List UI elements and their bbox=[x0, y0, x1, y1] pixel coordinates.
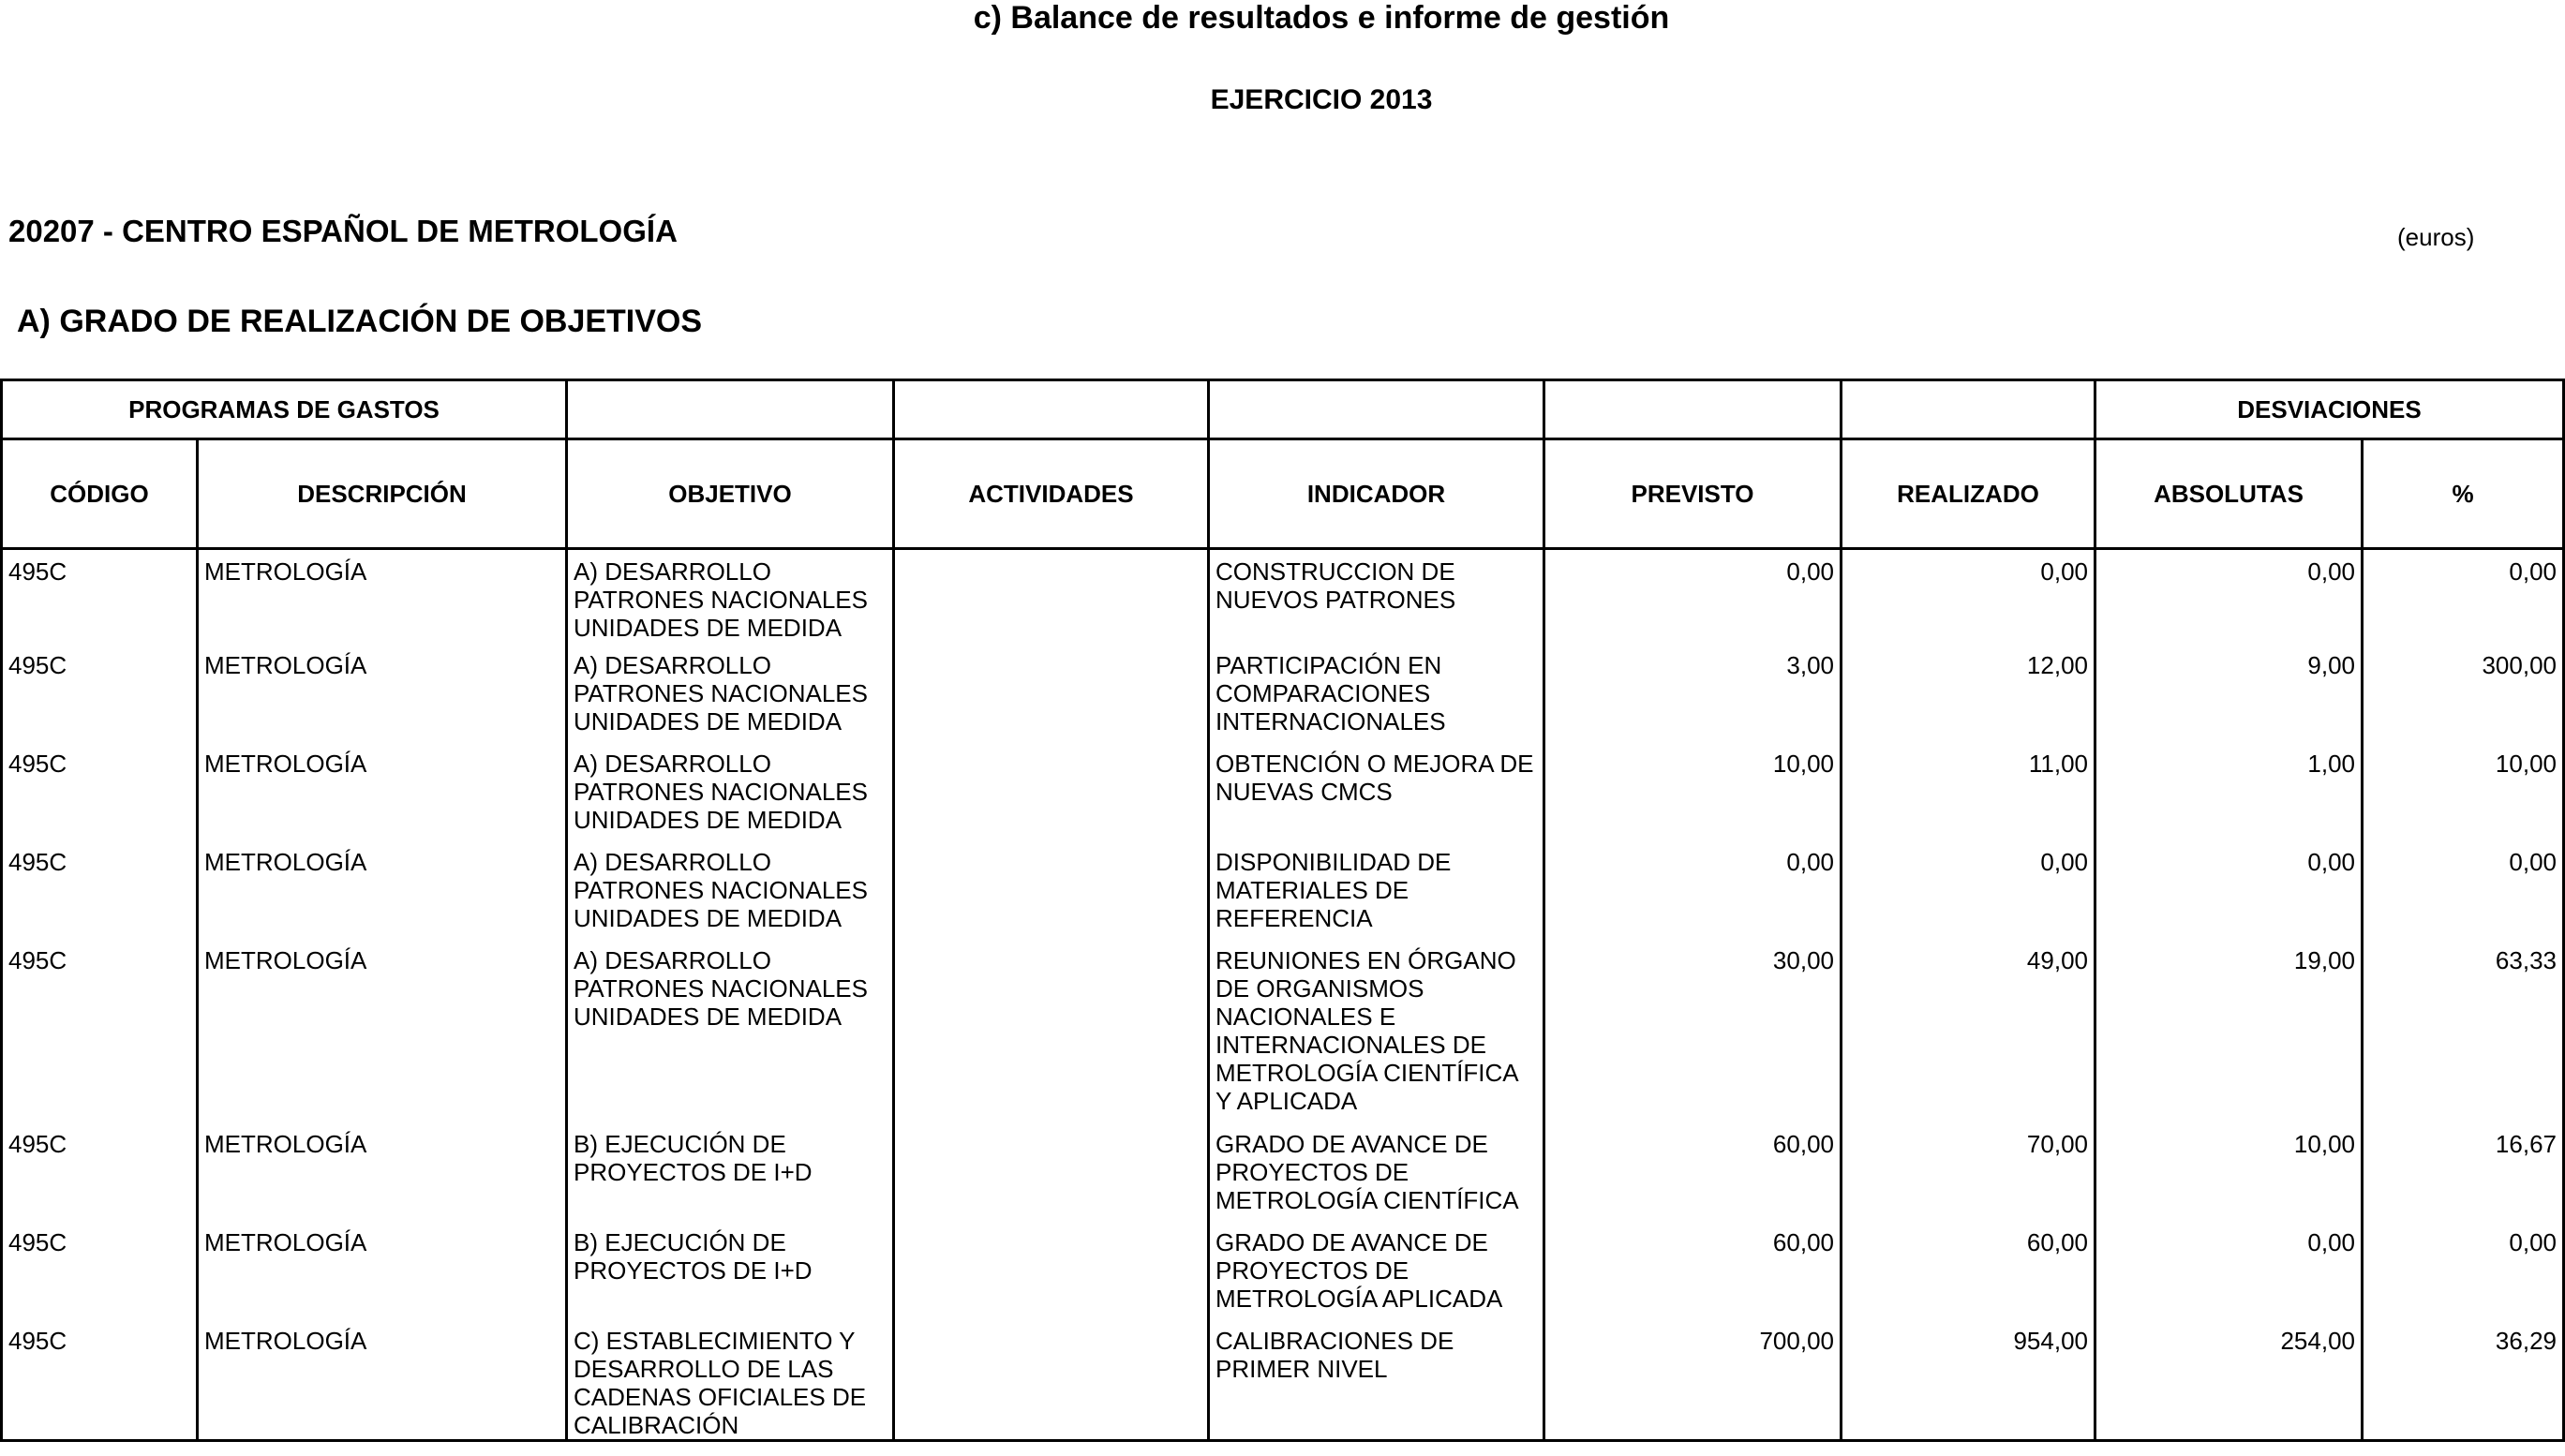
empty-header-cell bbox=[1842, 380, 2095, 439]
report-year: EJERCICIO 2013 bbox=[1210, 84, 1433, 115]
column-header-row bbox=[2, 439, 2564, 549]
cell-objetivo: A) DESARROLLO PATRONES NACIONALES UNIDADES DE MEDIDA bbox=[567, 647, 894, 746]
cell-absolutas: 0,00 bbox=[2095, 549, 2363, 647]
cell-actividades bbox=[894, 1225, 1209, 1323]
cell-realizado: 12,00 bbox=[1842, 647, 2095, 746]
cell-absolutas: 10,00 bbox=[2095, 1126, 2363, 1225]
cell-porcentaje: 300,00 bbox=[2363, 647, 2564, 746]
cell-previsto: 3,00 bbox=[1544, 647, 1842, 746]
group-header-row bbox=[2, 380, 2564, 439]
cell-indicador: GRADO DE AVANCE DE PROYECTOS DE METROLOGÍA APLICADA bbox=[1209, 1225, 1544, 1323]
cell-porcentaje: 16,67 bbox=[2363, 1126, 2564, 1225]
objectives-table bbox=[0, 379, 2565, 1442]
table-header bbox=[2, 380, 2564, 549]
cell-indicador: PARTICIPACIÓN EN COMPARACIONES INTERNACIONALES bbox=[1209, 647, 1544, 746]
column-header-porcentaje: % bbox=[2363, 439, 2564, 549]
cell-porcentaje: 0,00 bbox=[2363, 1225, 2564, 1323]
cell-actividades bbox=[894, 1323, 1209, 1441]
cell-objetivo: A) DESARROLLO PATRONES NACIONALES UNIDADES DE MEDIDA bbox=[567, 844, 894, 943]
cell-realizado: 0,00 bbox=[1842, 844, 2095, 943]
column-header-codigo: CÓDIGO bbox=[2, 439, 198, 549]
cell-objetivo: C) ESTABLECIMIENTO Y DESARROLLO DE LAS CADENAS OFICIALES DE CALIBRACIÓN bbox=[567, 1323, 894, 1441]
cell-objetivo: A) DESARROLLO PATRONES NACIONALES UNIDADES DE MEDIDA bbox=[567, 549, 894, 647]
desviaciones-group-header: DESVIACIONES bbox=[2095, 380, 2564, 439]
table-row bbox=[2, 1126, 2564, 1225]
cell-objetivo: B) EJECUCIÓN DE PROYECTOS DE I+D bbox=[567, 1225, 894, 1323]
column-header-absolutas: ABSOLUTAS bbox=[2095, 439, 2363, 549]
column-header-previsto: PREVISTO bbox=[1544, 439, 1842, 549]
cell-indicador: CALIBRACIONES DE PRIMER NIVEL bbox=[1209, 1323, 1544, 1441]
cell-absolutas: 254,00 bbox=[2095, 1323, 2363, 1441]
cell-absolutas: 0,00 bbox=[2095, 844, 2363, 943]
cell-indicador: OBTENCIÓN O MEJORA DE NUEVAS CMCS bbox=[1209, 746, 1544, 844]
cell-actividades bbox=[894, 1126, 1209, 1225]
objectives-table-wrapper bbox=[0, 379, 2565, 1442]
column-header-descripcion: DESCRIPCIÓN bbox=[198, 439, 567, 549]
empty-header-cell bbox=[1209, 380, 1544, 439]
cell-absolutas: 19,00 bbox=[2095, 943, 2363, 1126]
organization-heading: 20207 - CENTRO ESPAÑOL DE METROLOGÍA bbox=[8, 214, 678, 248]
cell-realizado: 49,00 bbox=[1842, 943, 2095, 1126]
table-body bbox=[2, 549, 2564, 1441]
cell-codigo: 495C bbox=[2, 943, 198, 1126]
cell-indicador: DISPONIBILIDAD DE MATERIALES DE REFERENCIA bbox=[1209, 844, 1544, 943]
cell-indicador: CONSTRUCCION DE NUEVOS PATRONES bbox=[1209, 549, 1544, 647]
cell-realizado: 60,00 bbox=[1842, 1225, 2095, 1323]
cell-descripcion: METROLOGÍA bbox=[198, 1126, 567, 1225]
cell-previsto: 60,00 bbox=[1544, 1225, 1842, 1323]
cell-codigo: 495C bbox=[2, 1126, 198, 1225]
cell-descripcion: METROLOGÍA bbox=[198, 746, 567, 844]
empty-header-cell bbox=[1544, 380, 1842, 439]
cell-absolutas: 0,00 bbox=[2095, 1225, 2363, 1323]
cell-actividades bbox=[894, 844, 1209, 943]
column-header-objetivo: OBJETIVO bbox=[567, 439, 894, 549]
cell-objetivo: A) DESARROLLO PATRONES NACIONALES UNIDADES DE MEDIDA bbox=[567, 746, 894, 844]
column-header-actividades: ACTIVIDADES bbox=[894, 439, 1209, 549]
empty-header-cell bbox=[567, 380, 894, 439]
cell-actividades bbox=[894, 943, 1209, 1126]
programas-group-header: PROGRAMAS DE GASTOS bbox=[2, 380, 567, 439]
table-row bbox=[2, 549, 2564, 647]
column-header-indicador: INDICADOR bbox=[1209, 439, 1544, 549]
section-heading: A) GRADO DE REALIZACIÓN DE OBJETIVOS bbox=[17, 304, 703, 339]
cell-codigo: 495C bbox=[2, 1323, 198, 1441]
cell-porcentaje: 36,29 bbox=[2363, 1323, 2564, 1441]
cell-previsto: 10,00 bbox=[1544, 746, 1842, 844]
cell-objetivo: B) EJECUCIÓN DE PROYECTOS DE I+D bbox=[567, 1126, 894, 1225]
cell-realizado: 70,00 bbox=[1842, 1126, 2095, 1225]
cell-codigo: 495C bbox=[2, 746, 198, 844]
cell-objetivo: A) DESARROLLO PATRONES NACIONALES UNIDADES DE MEDIDA bbox=[567, 943, 894, 1126]
cell-actividades bbox=[894, 549, 1209, 647]
cell-codigo: 495C bbox=[2, 549, 198, 647]
cell-porcentaje: 10,00 bbox=[2363, 746, 2564, 844]
cell-realizado: 11,00 bbox=[1842, 746, 2095, 844]
report-title: c) Balance de resultados e informe de gestión bbox=[973, 0, 1670, 36]
currency-units: (euros) bbox=[2397, 223, 2475, 251]
cell-previsto: 0,00 bbox=[1544, 549, 1842, 647]
table-row bbox=[2, 1225, 2564, 1323]
empty-header-cell bbox=[894, 380, 1209, 439]
column-header-realizado: REALIZADO bbox=[1842, 439, 2095, 549]
table-row bbox=[2, 746, 2564, 844]
cell-porcentaje: 0,00 bbox=[2363, 549, 2564, 647]
cell-realizado: 954,00 bbox=[1842, 1323, 2095, 1441]
cell-indicador: REUNIONES EN ÓRGANO DE ORGANISMOS NACIONALES E INTERNACIONALES DE METROLOGÍA CIENTÍFICA Y APLICADA bbox=[1209, 943, 1544, 1126]
cell-absolutas: 1,00 bbox=[2095, 746, 2363, 844]
cell-descripcion: METROLOGÍA bbox=[198, 844, 567, 943]
table-row bbox=[2, 844, 2564, 943]
cell-absolutas: 9,00 bbox=[2095, 647, 2363, 746]
cell-codigo: 495C bbox=[2, 844, 198, 943]
table-row bbox=[2, 1323, 2564, 1441]
cell-porcentaje: 0,00 bbox=[2363, 844, 2564, 943]
cell-realizado: 0,00 bbox=[1842, 549, 2095, 647]
table-row bbox=[2, 647, 2564, 746]
cell-previsto: 30,00 bbox=[1544, 943, 1842, 1126]
cell-descripcion: METROLOGÍA bbox=[198, 1225, 567, 1323]
cell-codigo: 495C bbox=[2, 647, 198, 746]
cell-porcentaje: 63,33 bbox=[2363, 943, 2564, 1126]
cell-previsto: 60,00 bbox=[1544, 1126, 1842, 1225]
cell-previsto: 0,00 bbox=[1544, 844, 1842, 943]
cell-descripcion: METROLOGÍA bbox=[198, 1323, 567, 1441]
cell-descripcion: METROLOGÍA bbox=[198, 549, 567, 647]
cell-previsto: 700,00 bbox=[1544, 1323, 1842, 1441]
cell-actividades bbox=[894, 746, 1209, 844]
cell-descripcion: METROLOGÍA bbox=[198, 943, 567, 1126]
cell-codigo: 495C bbox=[2, 1225, 198, 1323]
cell-indicador: GRADO DE AVANCE DE PROYECTOS DE METROLOGÍA CIENTÍFICA bbox=[1209, 1126, 1544, 1225]
cell-actividades bbox=[894, 647, 1209, 746]
table-row bbox=[2, 943, 2564, 1126]
cell-descripcion: METROLOGÍA bbox=[198, 647, 567, 746]
